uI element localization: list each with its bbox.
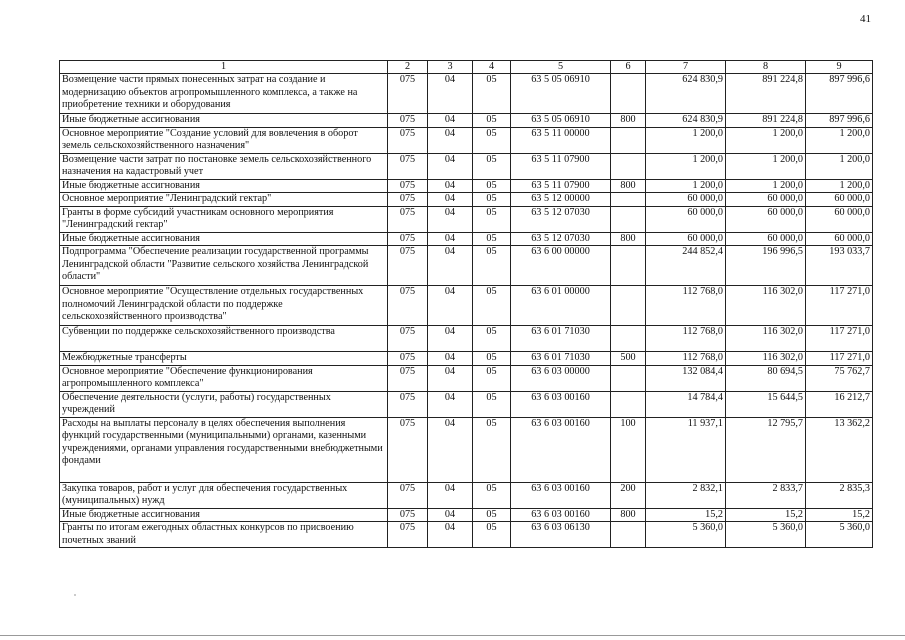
table-row (60, 352, 873, 366)
row-c9-cell: 117 271,0 (806, 286, 873, 326)
column-header: 6 (611, 61, 646, 74)
row-c7-cell: 112 768,0 (646, 286, 726, 326)
row-c8-cell: 2 833,7 (726, 482, 806, 508)
row-name-cell: Закупка товаров, работ и услуг для обеспечения государственных (муниципальных) нужд (60, 482, 388, 508)
row-c8-cell: 1 200,0 (726, 153, 806, 179)
table-row (60, 286, 873, 326)
table-row (60, 482, 873, 508)
row-c8-cell: 60 000,0 (726, 193, 806, 207)
row-name-cell: Возмещение части прямых понесенных затрат на создание и модернизацию объектов агропромышленного комплекса, а также на приобретение техники и оборудования (60, 74, 388, 114)
row-c9-cell: 117 271,0 (806, 326, 873, 352)
column-header: 5 (511, 61, 611, 74)
row-c2-cell: 075 (388, 179, 428, 193)
row-c9-cell: 2 835,3 (806, 482, 873, 508)
row-c4-cell: 05 (473, 286, 511, 326)
row-c3-cell: 04 (428, 508, 473, 522)
row-c8-cell: 1 200,0 (726, 179, 806, 193)
table-row (60, 127, 873, 153)
row-c5-cell: 63 5 05 06910 (511, 74, 611, 114)
row-c3-cell: 04 (428, 114, 473, 128)
row-c4-cell: 05 (473, 153, 511, 179)
row-c9-cell: 60 000,0 (806, 206, 873, 232)
row-c2-cell: 075 (388, 127, 428, 153)
row-name-cell: Основное мероприятие "Обеспечение функционирования агропромышленного комплекса" (60, 365, 388, 391)
scan-speck (74, 594, 76, 596)
row-c9-cell: 13 362,2 (806, 417, 873, 482)
row-c4-cell: 05 (473, 508, 511, 522)
row-c3-cell: 04 (428, 193, 473, 207)
row-c6-cell (611, 193, 646, 207)
row-c9-cell: 75 762,7 (806, 365, 873, 391)
row-c5-cell: 63 6 03 00160 (511, 391, 611, 417)
row-c8-cell: 891 224,8 (726, 114, 806, 128)
row-name-cell: Расходы на выплаты персоналу в целях обеспечения выполнения функций государственными (муниципальными) органами, казенными учреждениями, органами управления государственными внебюджетными фондами (60, 417, 388, 482)
row-c7-cell: 60 000,0 (646, 193, 726, 207)
table-row (60, 522, 873, 548)
row-c2-cell: 075 (388, 153, 428, 179)
row-c8-cell: 15,2 (726, 508, 806, 522)
column-header: 9 (806, 61, 873, 74)
row-c5-cell: 63 5 12 07030 (511, 232, 611, 246)
row-c6-cell (611, 365, 646, 391)
row-c4-cell: 05 (473, 193, 511, 207)
row-c6-cell (611, 74, 646, 114)
row-c9-cell: 117 271,0 (806, 352, 873, 366)
row-c2-cell: 075 (388, 482, 428, 508)
table-row (60, 114, 873, 128)
table-row (60, 232, 873, 246)
row-name-cell: Основное мероприятие "Осуществление отдельных государственных полномочий Ленинградской области по поддержке сельскохозяйственного производства" (60, 286, 388, 326)
row-c3-cell: 04 (428, 417, 473, 482)
row-c6-cell: 800 (611, 232, 646, 246)
column-header: 7 (646, 61, 726, 74)
row-c3-cell: 04 (428, 352, 473, 366)
column-header: 4 (473, 61, 511, 74)
row-c6-cell: 800 (611, 114, 646, 128)
row-c7-cell: 5 360,0 (646, 522, 726, 548)
table-row (60, 74, 873, 114)
row-name-cell: Основное мероприятие "Ленинградский гектар" (60, 193, 388, 207)
row-c6-cell: 800 (611, 508, 646, 522)
row-c2-cell: 075 (388, 286, 428, 326)
row-c4-cell: 05 (473, 232, 511, 246)
row-c4-cell: 05 (473, 246, 511, 286)
row-name-cell: Межбюджетные трансферты (60, 352, 388, 366)
row-c8-cell: 12 795,7 (726, 417, 806, 482)
row-c9-cell: 60 000,0 (806, 232, 873, 246)
row-name-cell: Основное мероприятие "Создание условий для вовлечения в оборот земель сельскохозяйственного назначения" (60, 127, 388, 153)
row-c2-cell: 075 (388, 193, 428, 207)
row-c5-cell: 63 5 12 07030 (511, 206, 611, 232)
row-c5-cell: 63 6 00 00000 (511, 246, 611, 286)
row-c9-cell: 897 996,6 (806, 114, 873, 128)
row-c5-cell: 63 6 03 00160 (511, 482, 611, 508)
row-c2-cell: 075 (388, 246, 428, 286)
row-name-cell: Иные бюджетные ассигнования (60, 179, 388, 193)
row-c8-cell: 5 360,0 (726, 522, 806, 548)
row-c6-cell: 200 (611, 482, 646, 508)
row-c7-cell: 11 937,1 (646, 417, 726, 482)
row-c2-cell: 075 (388, 326, 428, 352)
row-c2-cell: 075 (388, 365, 428, 391)
row-c7-cell: 112 768,0 (646, 326, 726, 352)
row-c8-cell: 60 000,0 (726, 232, 806, 246)
row-c8-cell: 116 302,0 (726, 286, 806, 326)
row-name-cell: Иные бюджетные ассигнования (60, 114, 388, 128)
row-c9-cell: 1 200,0 (806, 153, 873, 179)
row-c2-cell: 075 (388, 352, 428, 366)
row-c3-cell: 04 (428, 246, 473, 286)
row-c3-cell: 04 (428, 206, 473, 232)
row-c7-cell: 112 768,0 (646, 352, 726, 366)
row-c6-cell: 500 (611, 352, 646, 366)
row-c7-cell: 624 830,9 (646, 114, 726, 128)
table-row (60, 153, 873, 179)
row-c8-cell: 196 996,5 (726, 246, 806, 286)
row-c6-cell (611, 246, 646, 286)
row-name-cell: Субвенции по поддержке сельскохозяйственного производства (60, 326, 388, 352)
row-c3-cell: 04 (428, 522, 473, 548)
row-c7-cell: 60 000,0 (646, 232, 726, 246)
row-c2-cell: 075 (388, 391, 428, 417)
table-row (60, 365, 873, 391)
table-row (60, 206, 873, 232)
table-row (60, 179, 873, 193)
row-c5-cell: 63 6 03 00160 (511, 417, 611, 482)
budget-table (59, 60, 873, 548)
row-c8-cell: 891 224,8 (726, 74, 806, 114)
row-name-cell: Иные бюджетные ассигнования (60, 232, 388, 246)
row-c2-cell: 075 (388, 508, 428, 522)
row-c7-cell: 1 200,0 (646, 179, 726, 193)
row-c4-cell: 05 (473, 417, 511, 482)
row-c6-cell: 800 (611, 179, 646, 193)
row-name-cell: Обеспечение деятельности (услуги, работы) государственных учреждений (60, 391, 388, 417)
column-header: 3 (428, 61, 473, 74)
row-c4-cell: 05 (473, 352, 511, 366)
row-c7-cell: 244 852,4 (646, 246, 726, 286)
row-c4-cell: 05 (473, 114, 511, 128)
table-row (60, 391, 873, 417)
row-c3-cell: 04 (428, 232, 473, 246)
row-c9-cell: 1 200,0 (806, 179, 873, 193)
row-c6-cell (611, 153, 646, 179)
row-c4-cell: 05 (473, 482, 511, 508)
row-c4-cell: 05 (473, 127, 511, 153)
row-name-cell: Гранты в форме субсидий участникам основного мероприятия "Ленинградский гектар" (60, 206, 388, 232)
row-c4-cell: 05 (473, 522, 511, 548)
row-c7-cell: 132 084,4 (646, 365, 726, 391)
row-c8-cell: 116 302,0 (726, 352, 806, 366)
table-row (60, 326, 873, 352)
row-c6-cell (611, 206, 646, 232)
table-row (60, 246, 873, 286)
row-c8-cell: 15 644,5 (726, 391, 806, 417)
table-row (60, 417, 873, 482)
row-c5-cell: 63 6 01 00000 (511, 286, 611, 326)
row-c3-cell: 04 (428, 127, 473, 153)
row-c7-cell: 1 200,0 (646, 127, 726, 153)
row-c4-cell: 05 (473, 326, 511, 352)
row-c5-cell: 63 5 12 00000 (511, 193, 611, 207)
row-c7-cell: 60 000,0 (646, 206, 726, 232)
row-c5-cell: 63 6 01 71030 (511, 352, 611, 366)
row-c2-cell: 075 (388, 114, 428, 128)
page-number: 41 (860, 13, 871, 25)
page-bottom-rule (0, 635, 905, 636)
row-c8-cell: 80 694,5 (726, 365, 806, 391)
row-c2-cell: 075 (388, 206, 428, 232)
row-name-cell: Гранты по итогам ежегодных областных конкурсов по присвоению почетных званий (60, 522, 388, 548)
row-c4-cell: 05 (473, 74, 511, 114)
row-name-cell: Подпрограмма "Обеспечение реализации государственной программы Ленинградской области "Развитие сельского хозяйства Ленинградской области" (60, 246, 388, 286)
row-c3-cell: 04 (428, 286, 473, 326)
row-c7-cell: 14 784,4 (646, 391, 726, 417)
table-row (60, 508, 873, 522)
row-c6-cell (611, 522, 646, 548)
row-c5-cell: 63 5 05 06910 (511, 114, 611, 128)
row-c3-cell: 04 (428, 482, 473, 508)
row-c7-cell: 624 830,9 (646, 74, 726, 114)
row-c6-cell (611, 127, 646, 153)
row-c5-cell: 63 5 11 00000 (511, 127, 611, 153)
row-c3-cell: 04 (428, 326, 473, 352)
row-c3-cell: 04 (428, 179, 473, 193)
row-c5-cell: 63 6 03 00160 (511, 508, 611, 522)
row-c9-cell: 1 200,0 (806, 127, 873, 153)
row-c9-cell: 193 033,7 (806, 246, 873, 286)
row-c2-cell: 075 (388, 232, 428, 246)
column-header: 8 (726, 61, 806, 74)
row-c8-cell: 60 000,0 (726, 206, 806, 232)
row-c4-cell: 05 (473, 365, 511, 391)
row-c5-cell: 63 6 03 06130 (511, 522, 611, 548)
table-row (60, 193, 873, 207)
row-c6-cell: 100 (611, 417, 646, 482)
row-c3-cell: 04 (428, 153, 473, 179)
row-c3-cell: 04 (428, 391, 473, 417)
row-c7-cell: 2 832,1 (646, 482, 726, 508)
row-c4-cell: 05 (473, 391, 511, 417)
row-c3-cell: 04 (428, 365, 473, 391)
row-c5-cell: 63 5 11 07900 (511, 153, 611, 179)
row-c9-cell: 897 996,6 (806, 74, 873, 114)
row-c9-cell: 15,2 (806, 508, 873, 522)
row-c4-cell: 05 (473, 206, 511, 232)
row-name-cell: Возмещение части затрат по постановке земель сельскохозяйственного назначения на кадастровый учет (60, 153, 388, 179)
row-c7-cell: 15,2 (646, 508, 726, 522)
row-c7-cell: 1 200,0 (646, 153, 726, 179)
row-c5-cell: 63 6 01 71030 (511, 326, 611, 352)
column-header: 1 (60, 61, 388, 74)
row-c6-cell (611, 326, 646, 352)
row-c5-cell: 63 6 03 00000 (511, 365, 611, 391)
row-c2-cell: 075 (388, 417, 428, 482)
row-c8-cell: 1 200,0 (726, 127, 806, 153)
row-c6-cell (611, 391, 646, 417)
row-c5-cell: 63 5 11 07900 (511, 179, 611, 193)
row-c9-cell: 60 000,0 (806, 193, 873, 207)
row-c8-cell: 116 302,0 (726, 326, 806, 352)
row-c6-cell (611, 286, 646, 326)
column-header: 2 (388, 61, 428, 74)
row-c9-cell: 16 212,7 (806, 391, 873, 417)
row-c2-cell: 075 (388, 74, 428, 114)
row-name-cell: Иные бюджетные ассигнования (60, 508, 388, 522)
table-header-row (60, 61, 873, 74)
row-c4-cell: 05 (473, 179, 511, 193)
row-c9-cell: 5 360,0 (806, 522, 873, 548)
row-c2-cell: 075 (388, 522, 428, 548)
row-c3-cell: 04 (428, 74, 473, 114)
